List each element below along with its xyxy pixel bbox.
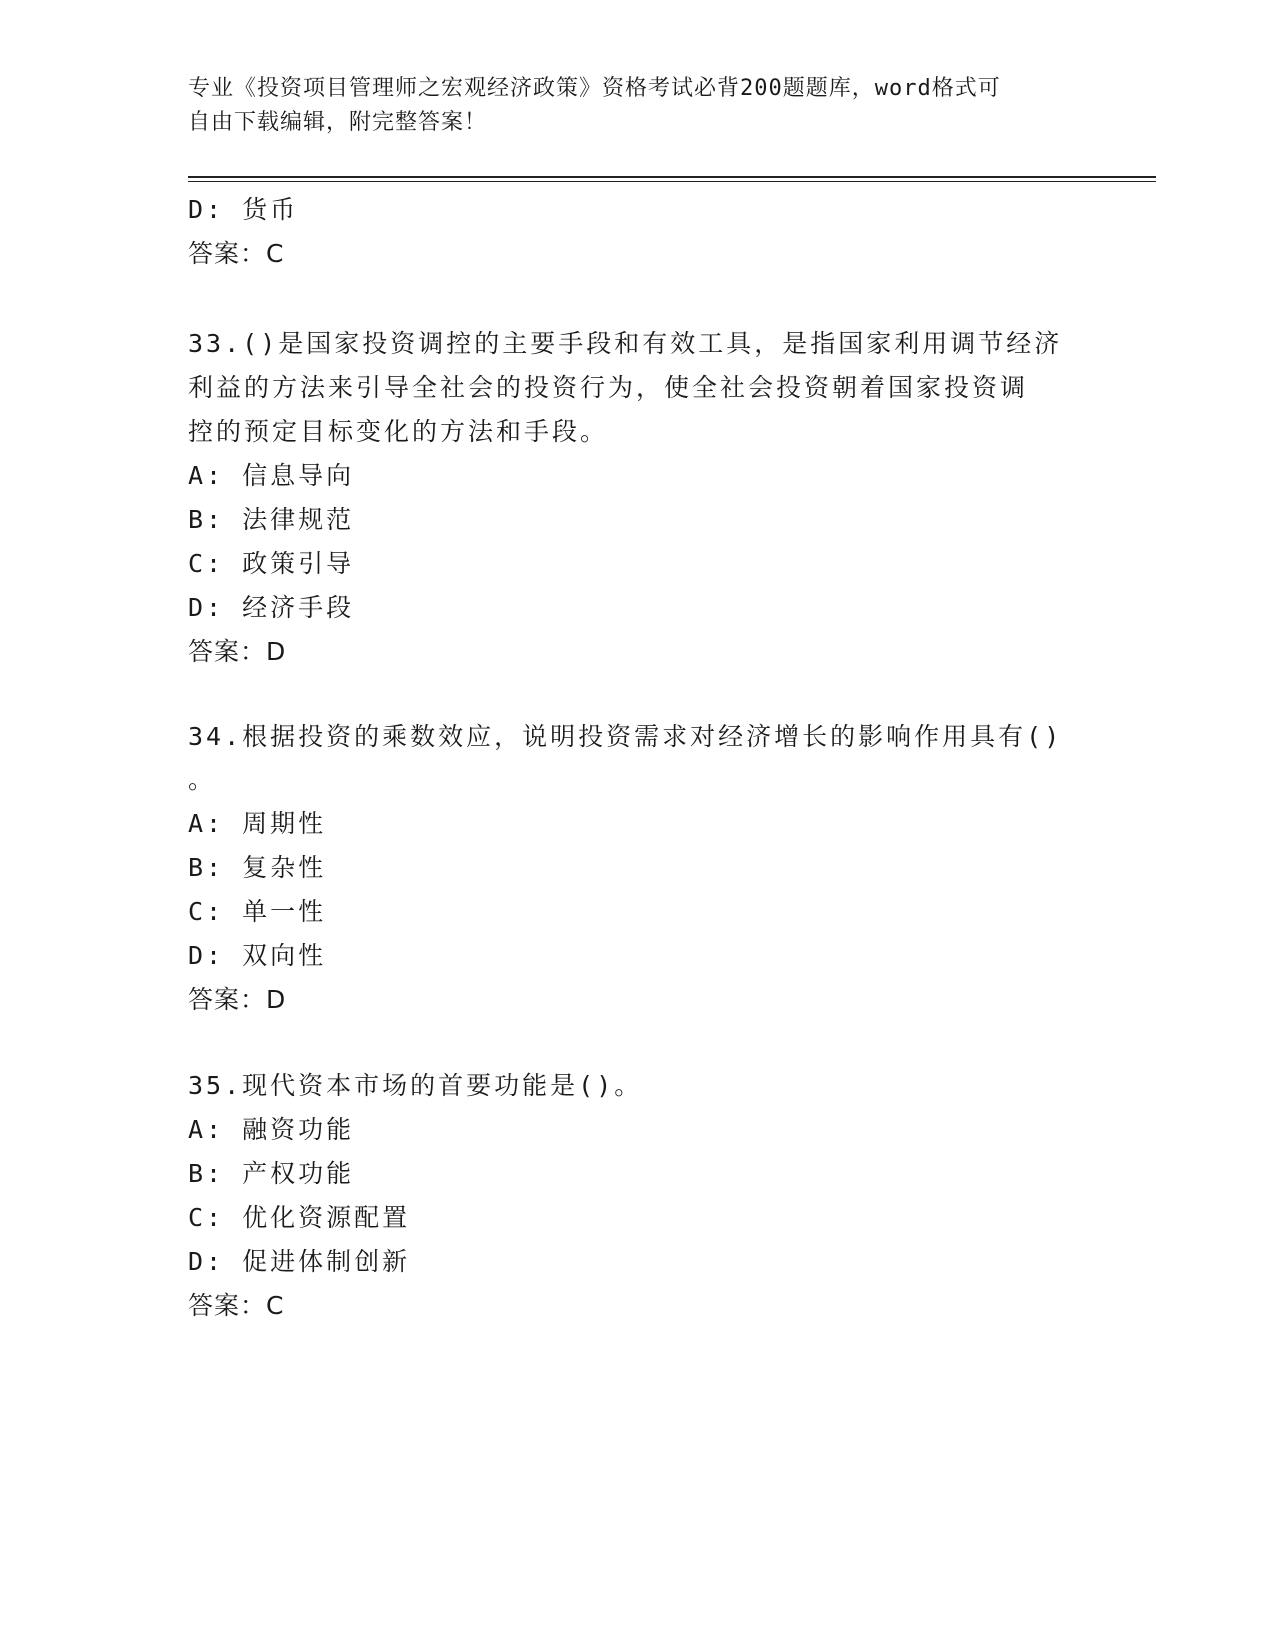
q33-option-b: B: 法律规范 bbox=[188, 505, 355, 534]
prev-option-d: D: 货币 bbox=[188, 195, 299, 224]
q33-option-c: C: 政策引导 bbox=[188, 549, 355, 578]
document-header bbox=[188, 72, 1088, 140]
q33-option-a: A: 信息导向 bbox=[188, 461, 355, 490]
header-rule-lower bbox=[188, 181, 1156, 182]
q34-stem-line-1: 34.根据投资的乘数效应，说明投资需求对经济增长的影响作用具有() bbox=[188, 722, 1063, 751]
q33-stem-line-1: 33.()是国家投资调控的主要手段和有效工具，是指国家利用调节经济 bbox=[188, 329, 1063, 358]
q34-answer: 答案：D bbox=[188, 985, 287, 1014]
q34-option-d: D: 双向性 bbox=[188, 941, 327, 970]
q35-option-d: D: 促进体制创新 bbox=[188, 1247, 411, 1276]
header-line-1: 专业《投资项目管理师之宏观经济政策》资格考试必背200题题库，word格式可 bbox=[188, 76, 1001, 101]
header-rule-upper bbox=[188, 176, 1156, 178]
q35-answer: 答案：C bbox=[188, 1291, 285, 1320]
prev-answer: 答案：C bbox=[188, 239, 285, 268]
q34-option-c: C: 单一性 bbox=[188, 897, 327, 926]
header-line-2: 自由下载编辑，附完整答案！ bbox=[188, 110, 488, 135]
q35-option-c: C: 优化资源配置 bbox=[188, 1203, 411, 1232]
q35-option-a: A: 融资功能 bbox=[188, 1115, 355, 1144]
q33-answer: 答案：D bbox=[188, 637, 287, 666]
q34-option-b: B: 复杂性 bbox=[188, 853, 327, 882]
q33-stem-line-2: 利益的方法来引导全社会的投资行为，使全社会投资朝着国家投资调 bbox=[188, 373, 1029, 402]
q35-stem-line-1: 35.现代资本市场的首要功能是()。 bbox=[188, 1071, 643, 1100]
q33-stem-line-3: 控的预定目标变化的方法和手段。 bbox=[188, 417, 609, 446]
q33-option-d: D: 经济手段 bbox=[188, 593, 355, 622]
q34-stem-line-2: 。 bbox=[188, 765, 217, 794]
q34-option-a: A: 周期性 bbox=[188, 809, 327, 838]
q35-option-b: B: 产权功能 bbox=[188, 1159, 355, 1188]
